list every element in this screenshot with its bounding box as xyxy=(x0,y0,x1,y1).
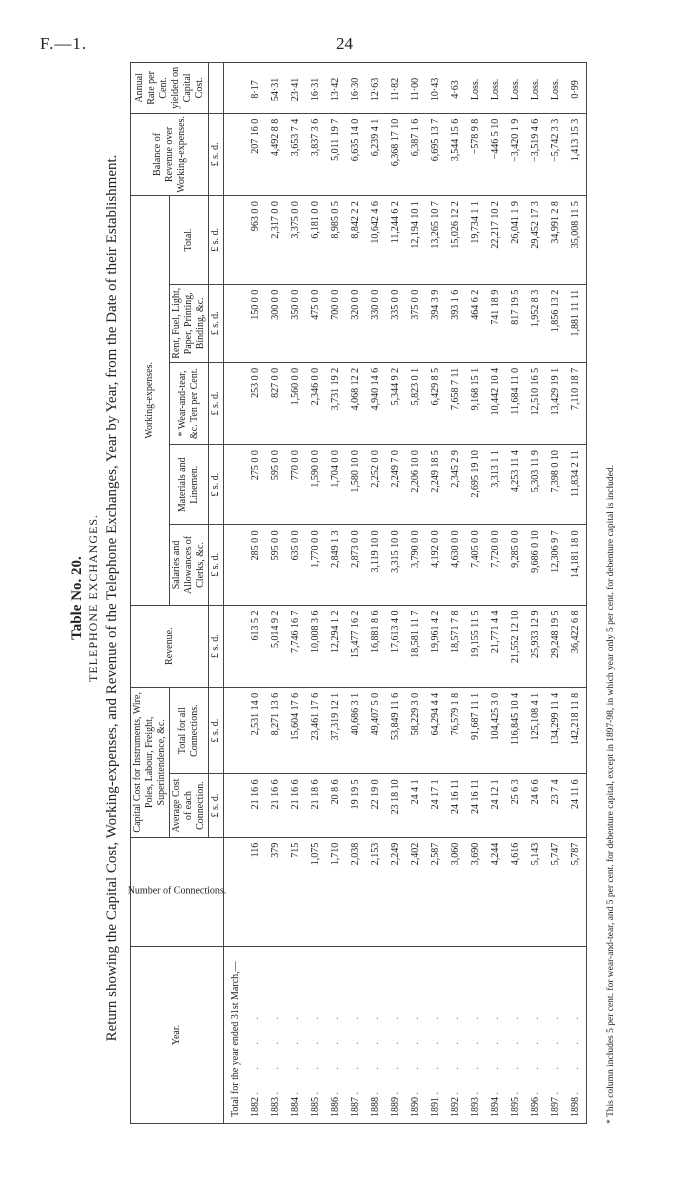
wear-cell: 253 0 0 xyxy=(246,362,266,444)
year-value: 1885 xyxy=(310,1097,321,1117)
wear-cell: 12,510 16 5 xyxy=(526,362,546,444)
year-value: 1890 xyxy=(410,1097,421,1117)
wear-cell: 3,731 19 2 xyxy=(326,362,346,444)
empty-cell xyxy=(224,63,247,114)
rate-cell: 10·43 xyxy=(426,63,446,114)
avg-cost-header: Average Cost of each Connection. xyxy=(170,774,209,837)
sal-cell: 7,720 0 0 xyxy=(486,525,506,605)
total-cell: 8,842 2 2 xyxy=(346,196,366,285)
year-cell: 1894 . . . . xyxy=(486,947,506,1124)
table-row xyxy=(266,63,286,1124)
year-value: 1886 xyxy=(330,1097,341,1117)
mat-cell: 2,249 7 0 xyxy=(386,445,406,525)
rev-cell: 29,248 19 5 xyxy=(546,605,566,687)
total-label: Total for the year ended 31st March,— xyxy=(224,947,247,1124)
rate-cell: 11·00 xyxy=(406,63,426,114)
balance-header: Balance of Revenue over Working-expenses. xyxy=(131,113,209,195)
rev-cell: 12,294 1 2 xyxy=(326,605,346,687)
rate-cell: Loss. xyxy=(526,63,546,114)
sal-cell: 12,306 9 7 xyxy=(546,525,566,605)
total-cell: 963 0 0 xyxy=(246,196,266,285)
tot-cell: 76,579 1 8 xyxy=(446,687,466,774)
bal-cell: 3,653 7 4 xyxy=(286,113,306,195)
mat-cell: 595 0 0 xyxy=(266,445,286,525)
rate-cell: Loss. xyxy=(506,63,526,114)
mat-cell: 1,580 10 0 xyxy=(346,445,366,525)
table-row xyxy=(566,63,587,1124)
rate-cell: 23·41 xyxy=(286,63,306,114)
table-row xyxy=(346,63,366,1124)
year-value: 1883 xyxy=(270,1097,281,1117)
wear-cell: 13,429 19 1 xyxy=(546,362,566,444)
year-value: 1895 xyxy=(510,1097,521,1117)
return-title: Return showing the Capital Cost, Working-expenses, and Revenue of the Telephone Exchanges, Year by Year, from the Date of their Establishment. xyxy=(104,154,120,1042)
year-cell: 1898 . . . . xyxy=(566,947,587,1124)
rev-cell: 7,746 16 7 xyxy=(286,605,306,687)
rate-cell: Loss. xyxy=(546,63,566,114)
year-cell: 1882 . . . . xyxy=(246,947,266,1124)
year-cell: 1888 . . . . xyxy=(366,947,386,1124)
wear-cell: 4,940 14 6 xyxy=(366,362,386,444)
tot-cell: 125,108 4 1 xyxy=(526,687,546,774)
table-row xyxy=(446,63,466,1124)
rate-cell: 54·31 xyxy=(266,63,286,114)
rent-cell: 300 0 0 xyxy=(266,284,286,362)
conn-cell: 3,690 xyxy=(466,837,486,946)
unit-cell: £ s. d. xyxy=(209,605,224,687)
sal-cell: 635 0 0 xyxy=(286,525,306,605)
table-row xyxy=(546,63,566,1124)
year-cell: 1885 . . . . xyxy=(306,947,326,1124)
unit-cell: £ s. d. xyxy=(209,687,224,774)
year-value: 1882 xyxy=(250,1097,261,1117)
sal-cell: 7,405 0 0 xyxy=(466,525,486,605)
total-cell: 15,026 12 2 xyxy=(446,196,466,285)
table-row xyxy=(366,63,386,1124)
rent-cell: 1,856 13 2 xyxy=(546,284,566,362)
year-cell: 1893 . . . . xyxy=(466,947,486,1124)
year-value: 1897 xyxy=(550,1097,561,1117)
avg-cell: 24 11 6 xyxy=(566,774,587,837)
materials-header: Materials and Linemen. xyxy=(170,445,209,525)
rent-cell: 375 0 0 xyxy=(406,284,426,362)
sal-cell: 9,686 0 10 xyxy=(526,525,546,605)
rent-cell: 350 0 0 xyxy=(286,284,306,362)
unit-cell: £ s. d. xyxy=(209,196,224,285)
tot-cell: 53,849 11 6 xyxy=(386,687,406,774)
avg-cell: 21 16 6 xyxy=(266,774,286,837)
wear-cell: 2,346 0 0 xyxy=(306,362,326,444)
year-cell: 1897 . . . . xyxy=(546,947,566,1124)
tot-cell: 142,218 11 8 xyxy=(566,687,587,774)
total-cell: 13,265 10 7 xyxy=(426,196,446,285)
rev-cell: 16,881 8 6 xyxy=(366,605,386,687)
rate-cell: 16·31 xyxy=(306,63,326,114)
table-row xyxy=(466,63,486,1124)
year-value: 1896 xyxy=(530,1097,541,1117)
tot-cell: 91,687 11 1 xyxy=(466,687,486,774)
bal-cell: 3,544 15 6 xyxy=(446,113,466,195)
unit-cell: £ s. d. xyxy=(209,525,224,605)
year-cell: 1889 . . . . xyxy=(386,947,406,1124)
salaries-header: Salaries and Allowances of Clerks, &c. xyxy=(170,525,209,605)
wear-cell: 5,344 9 2 xyxy=(386,362,406,444)
rev-cell: 21,771 4 4 xyxy=(486,605,506,687)
bal-cell: 6,695 13 7 xyxy=(426,113,446,195)
bal-cell: −446 5 10 xyxy=(486,113,506,195)
avg-cell: 24 16 11 xyxy=(446,774,466,837)
conn-cell: 2,402 xyxy=(406,837,426,946)
wear-cell: 10,442 10 4 xyxy=(486,362,506,444)
tot-cell: 40,686 3 1 xyxy=(346,687,366,774)
empty-cell xyxy=(224,837,247,946)
year-value: 1887 xyxy=(350,1097,361,1117)
capital-cost-header: Capital Cost for Instruments, Wire, Poles, Labour, Freight, Superintendence, &c. xyxy=(131,687,170,837)
rate-cell: 4·63 xyxy=(446,63,466,114)
rev-cell: 36,422 6 8 xyxy=(566,605,587,687)
avg-cell: 23 7 4 xyxy=(546,774,566,837)
rev-cell: 17,613 4 0 xyxy=(386,605,406,687)
sal-cell: 1,770 0 0 xyxy=(306,525,326,605)
total-expenses-header: Total. xyxy=(170,196,209,285)
empty-cell xyxy=(224,196,247,285)
bal-cell: 6,387 1 6 xyxy=(406,113,426,195)
rent-cell: 394 3 9 xyxy=(426,284,446,362)
avg-cell: 24 16 11 xyxy=(466,774,486,837)
conn-cell: 2,038 xyxy=(346,837,366,946)
tot-cell: 8,271 13 6 xyxy=(266,687,286,774)
year-value: 1888 xyxy=(370,1097,381,1117)
sal-cell: 595 0 0 xyxy=(266,525,286,605)
conn-cell: 2,249 xyxy=(386,837,406,946)
conn-cell: 116 xyxy=(246,837,266,946)
rent-cell: 464 6 2 xyxy=(466,284,486,362)
year-value: 1889 xyxy=(390,1097,401,1117)
year-value: 1891 xyxy=(430,1097,441,1117)
rent-cell: 700 0 0 xyxy=(326,284,346,362)
telephone-exchanges-table xyxy=(127,62,587,1124)
wear-cell: 11,684 11 0 xyxy=(506,362,526,444)
avg-cell: 24 4 1 xyxy=(406,774,426,837)
year-value: 1893 xyxy=(470,1097,481,1117)
year-header: Year. xyxy=(131,947,224,1124)
annual-rate-header: Annual Rate per Cent. yielded on Capital Cost. xyxy=(131,63,209,114)
mat-cell: 770 0 0 xyxy=(286,445,306,525)
tot-cell: 15,604 17 6 xyxy=(286,687,306,774)
bal-cell: 5,011 19 7 xyxy=(326,113,346,195)
rev-cell: 5,014 9 2 xyxy=(266,605,286,687)
tot-cell: 64,294 4 4 xyxy=(426,687,446,774)
conn-cell: 1,075 xyxy=(306,837,326,946)
table-subtitle: TELEPHONE EXCHANGES. xyxy=(86,514,100,682)
year-cell: 1884 . . . . xyxy=(286,947,306,1124)
rotated-table-block xyxy=(68,58,628,1138)
year-cell: 1887 . . . . xyxy=(346,947,366,1124)
page-number: 24 xyxy=(336,34,353,53)
rent-cell: 150 0 0 xyxy=(246,284,266,362)
year-cell: 1886 . . . . xyxy=(326,947,346,1124)
sal-cell: 4,630 0 0 xyxy=(446,525,466,605)
wear-cell: 7,658 7 11 xyxy=(446,362,466,444)
total-cell: 35,008 11 5 xyxy=(566,196,587,285)
wear-cell: 9,168 15 1 xyxy=(466,362,486,444)
rent-cell: 817 19 5 xyxy=(506,284,526,362)
empty-cell xyxy=(224,113,247,195)
tot-cell: 134,299 11 4 xyxy=(546,687,566,774)
total-cell: 26,041 1 9 xyxy=(506,196,526,285)
sal-cell: 285 0 0 xyxy=(246,525,266,605)
total-cell: 8,985 0 5 xyxy=(326,196,346,285)
mat-cell: 2,206 10 0 xyxy=(406,445,426,525)
empty-cell xyxy=(224,605,247,687)
report-reference: F.—1. xyxy=(40,34,88,53)
total-all-header: Total for all Connections. xyxy=(170,687,209,774)
year-cell: 1896 . . . . xyxy=(526,947,546,1124)
sal-cell: 2,873 0 0 xyxy=(346,525,366,605)
wear-cell: 4,068 12 2 xyxy=(346,362,366,444)
tot-cell: 116,845 10 4 xyxy=(506,687,526,774)
table-number: Table No. 20. xyxy=(69,556,85,640)
mat-cell: 1,590 0 0 xyxy=(306,445,326,525)
tot-cell: 58,229 3 0 xyxy=(406,687,426,774)
table-row xyxy=(386,63,406,1124)
total-cell: 12,194 10 1 xyxy=(406,196,426,285)
conn-cell: 715 xyxy=(286,837,306,946)
conn-cell: 1,710 xyxy=(326,837,346,946)
tot-cell: 2,531 14 0 xyxy=(246,687,266,774)
avg-cell: 19 19 5 xyxy=(346,774,366,837)
rate-cell: Loss. xyxy=(486,63,506,114)
rate-cell: 0·99 xyxy=(566,63,587,114)
wear-cell: 5,823 0 1 xyxy=(406,362,426,444)
total-cell: 22,217 10 2 xyxy=(486,196,506,285)
rate-cell: 12·63 xyxy=(366,63,386,114)
bal-cell: 1,413 15 3 xyxy=(566,113,587,195)
total-cell: 19,734 1 1 xyxy=(466,196,486,285)
mat-cell: 275 0 0 xyxy=(246,445,266,525)
wear-cell: 1,560 0 0 xyxy=(286,362,306,444)
conn-cell: 5,787 xyxy=(566,837,587,946)
bal-cell: 3,837 3 6 xyxy=(306,113,326,195)
rev-cell: 18,581 11 7 xyxy=(406,605,426,687)
mat-cell: 1,704 0 0 xyxy=(326,445,346,525)
rev-cell: 19,961 4 2 xyxy=(426,605,446,687)
mat-cell: 2,695 19 10 xyxy=(466,445,486,525)
avg-cell: 24 6 6 xyxy=(526,774,546,837)
mat-cell: 2,252 0 0 xyxy=(366,445,386,525)
total-label-row xyxy=(224,63,247,1124)
year-value: 1894 xyxy=(490,1097,501,1117)
footnote: * This column includes 5 per cent. for wear-and-tear, and 5 per cent. for debenture capital, except in 1897-98, in which year only 5 per cent. for debenture capital is included. xyxy=(606,465,616,1124)
total-cell: 2,317 0 0 xyxy=(266,196,286,285)
table-row xyxy=(506,63,526,1124)
rent-cell: 393 1 6 xyxy=(446,284,466,362)
sal-cell: 9,285 0 0 xyxy=(506,525,526,605)
tot-cell: 49,407 5 0 xyxy=(366,687,386,774)
wear-cell: 827 0 0 xyxy=(266,362,286,444)
unit-cell: £ s. d. xyxy=(209,362,224,444)
wear-cell: 7,110 18 7 xyxy=(566,362,587,444)
year-value: 1898 xyxy=(570,1097,581,1117)
total-cell: 11,244 6 2 xyxy=(386,196,406,285)
rev-cell: 15,477 16 2 xyxy=(346,605,366,687)
bal-cell: −5,742 3 3 xyxy=(546,113,566,195)
year-cell: 1892 . . . . xyxy=(446,947,466,1124)
bal-cell: 207 16 0 xyxy=(246,113,266,195)
tot-cell: 23,461 17 6 xyxy=(306,687,326,774)
avg-cell: 21 16 6 xyxy=(246,774,266,837)
empty-cell xyxy=(224,687,247,774)
year-value: 1892 xyxy=(450,1097,461,1117)
sal-cell: 3,790 0 0 xyxy=(406,525,426,605)
page-header xyxy=(0,32,700,56)
conn-cell: 5,143 xyxy=(526,837,546,946)
conn-cell: 4,616 xyxy=(506,837,526,946)
conn-cell: 4,244 xyxy=(486,837,506,946)
total-cell: 29,452 17 3 xyxy=(526,196,546,285)
conn-cell: 2,587 xyxy=(426,837,446,946)
rent-cell: 741 18 9 xyxy=(486,284,506,362)
empty-cell xyxy=(224,445,247,525)
avg-cell: 24 17 1 xyxy=(426,774,446,837)
total-cell: 6,181 0 0 xyxy=(306,196,326,285)
total-cell: 10,642 4 6 xyxy=(366,196,386,285)
avg-cell: 21 18 6 xyxy=(306,774,326,837)
unit-cell: £ s. d. xyxy=(209,774,224,837)
mat-cell: 7,398 0 10 xyxy=(546,445,566,525)
rev-cell: 21,552 12 10 xyxy=(506,605,526,687)
bal-cell: 6,239 4 1 xyxy=(366,113,386,195)
table-row xyxy=(326,63,346,1124)
wear-cell: 6,429 8 5 xyxy=(426,362,446,444)
year-cell: 1883 . . . . xyxy=(266,947,286,1124)
sal-cell: 4,192 0 0 xyxy=(426,525,446,605)
avg-cell: 20 8 6 xyxy=(326,774,346,837)
bal-cell: −3,420 1 9 xyxy=(506,113,526,195)
sal-cell: 2,849 1 3 xyxy=(326,525,346,605)
table-row xyxy=(486,63,506,1124)
year-cell: 1895 . . . . xyxy=(506,947,526,1124)
table-body xyxy=(224,63,587,1124)
unit-cell: £ s. d. xyxy=(209,113,224,195)
empty-cell xyxy=(224,284,247,362)
avg-cell: 23 18 10 xyxy=(386,774,406,837)
connections-header: Number of Connections. xyxy=(131,837,224,946)
rent-cell: 475 0 0 xyxy=(306,284,326,362)
mat-cell: 2,345 2 9 xyxy=(446,445,466,525)
table-row xyxy=(306,63,326,1124)
unit-cell-blank xyxy=(209,63,224,114)
rent-cell: 1,952 8 3 xyxy=(526,284,546,362)
year-value: 1884 xyxy=(290,1097,301,1117)
conn-cell: 3,060 xyxy=(446,837,466,946)
total-cell: 34,991 2 8 xyxy=(546,196,566,285)
year-cell: 1891 . . . . xyxy=(426,947,446,1124)
table-titles xyxy=(68,58,122,1138)
empty-cell xyxy=(224,525,247,605)
sal-cell: 3,315 10 0 xyxy=(386,525,406,605)
table-row xyxy=(526,63,546,1124)
rev-cell: 613 5 2 xyxy=(246,605,266,687)
mat-cell: 11,834 2 11 xyxy=(566,445,587,525)
rev-cell: 25,933 12 9 xyxy=(526,605,546,687)
sal-cell: 3,119 10 0 xyxy=(366,525,386,605)
conn-cell: 5,747 xyxy=(546,837,566,946)
conn-cell: 2,153 xyxy=(366,837,386,946)
avg-cell: 22 19 0 xyxy=(366,774,386,837)
bal-cell: 6,368 17 10 xyxy=(386,113,406,195)
rate-cell: Loss. xyxy=(466,63,486,114)
bal-cell: 6,635 14 0 xyxy=(346,113,366,195)
avg-cell: 25 6 3 xyxy=(506,774,526,837)
tot-cell: 104,425 3 0 xyxy=(486,687,506,774)
avg-cell: 21 16 6 xyxy=(286,774,306,837)
rev-cell: 18,571 7 8 xyxy=(446,605,466,687)
rev-cell: 10,008 3 6 xyxy=(306,605,326,687)
sal-cell: 14,181 18 0 xyxy=(566,525,587,605)
bal-cell: 4,492 8 8 xyxy=(266,113,286,195)
rate-cell: 8·17 xyxy=(246,63,266,114)
table-row xyxy=(426,63,446,1124)
table-row xyxy=(246,63,266,1124)
empty-cell xyxy=(224,774,247,837)
rent-cell: 1,881 11 11 xyxy=(566,284,587,362)
tot-cell: 37,319 12 1 xyxy=(326,687,346,774)
rent-header: Rent, Fuel, Light, Paper, Printing, Binding, &c. xyxy=(170,284,209,362)
bal-cell: −3,519 4 6 xyxy=(526,113,546,195)
mat-cell: 3,313 1 1 xyxy=(486,445,506,525)
rent-cell: 320 0 0 xyxy=(346,284,366,362)
table-row xyxy=(406,63,426,1124)
avg-cell: 24 12 1 xyxy=(486,774,506,837)
rate-cell: 11·82 xyxy=(386,63,406,114)
mat-cell: 5,303 11 9 xyxy=(526,445,546,525)
rate-cell: 13·42 xyxy=(326,63,346,114)
wear-header: * Wear-and-tear, &c. Ten per Cent. xyxy=(170,362,209,444)
unit-cell: £ s. d. xyxy=(209,284,224,362)
revenue-header: Revenue. xyxy=(131,605,209,687)
rent-cell: 330 0 0 xyxy=(366,284,386,362)
year-cell: 1890 . . . . xyxy=(406,947,426,1124)
rent-cell: 335 0 0 xyxy=(386,284,406,362)
working-expenses-header: Working-expenses. xyxy=(131,196,170,605)
mat-cell: 2,249 18 5 xyxy=(426,445,446,525)
conn-cell: 379 xyxy=(266,837,286,946)
rev-cell: 19,155 11 5 xyxy=(466,605,486,687)
bal-cell: −578 9 8 xyxy=(466,113,486,195)
unit-cell: £ s. d. xyxy=(209,445,224,525)
table-row xyxy=(286,63,306,1124)
total-cell: 3,375 0 0 xyxy=(286,196,306,285)
empty-cell xyxy=(224,362,247,444)
mat-cell: 4,253 11 4 xyxy=(506,445,526,525)
rate-cell: 16·30 xyxy=(346,63,366,114)
